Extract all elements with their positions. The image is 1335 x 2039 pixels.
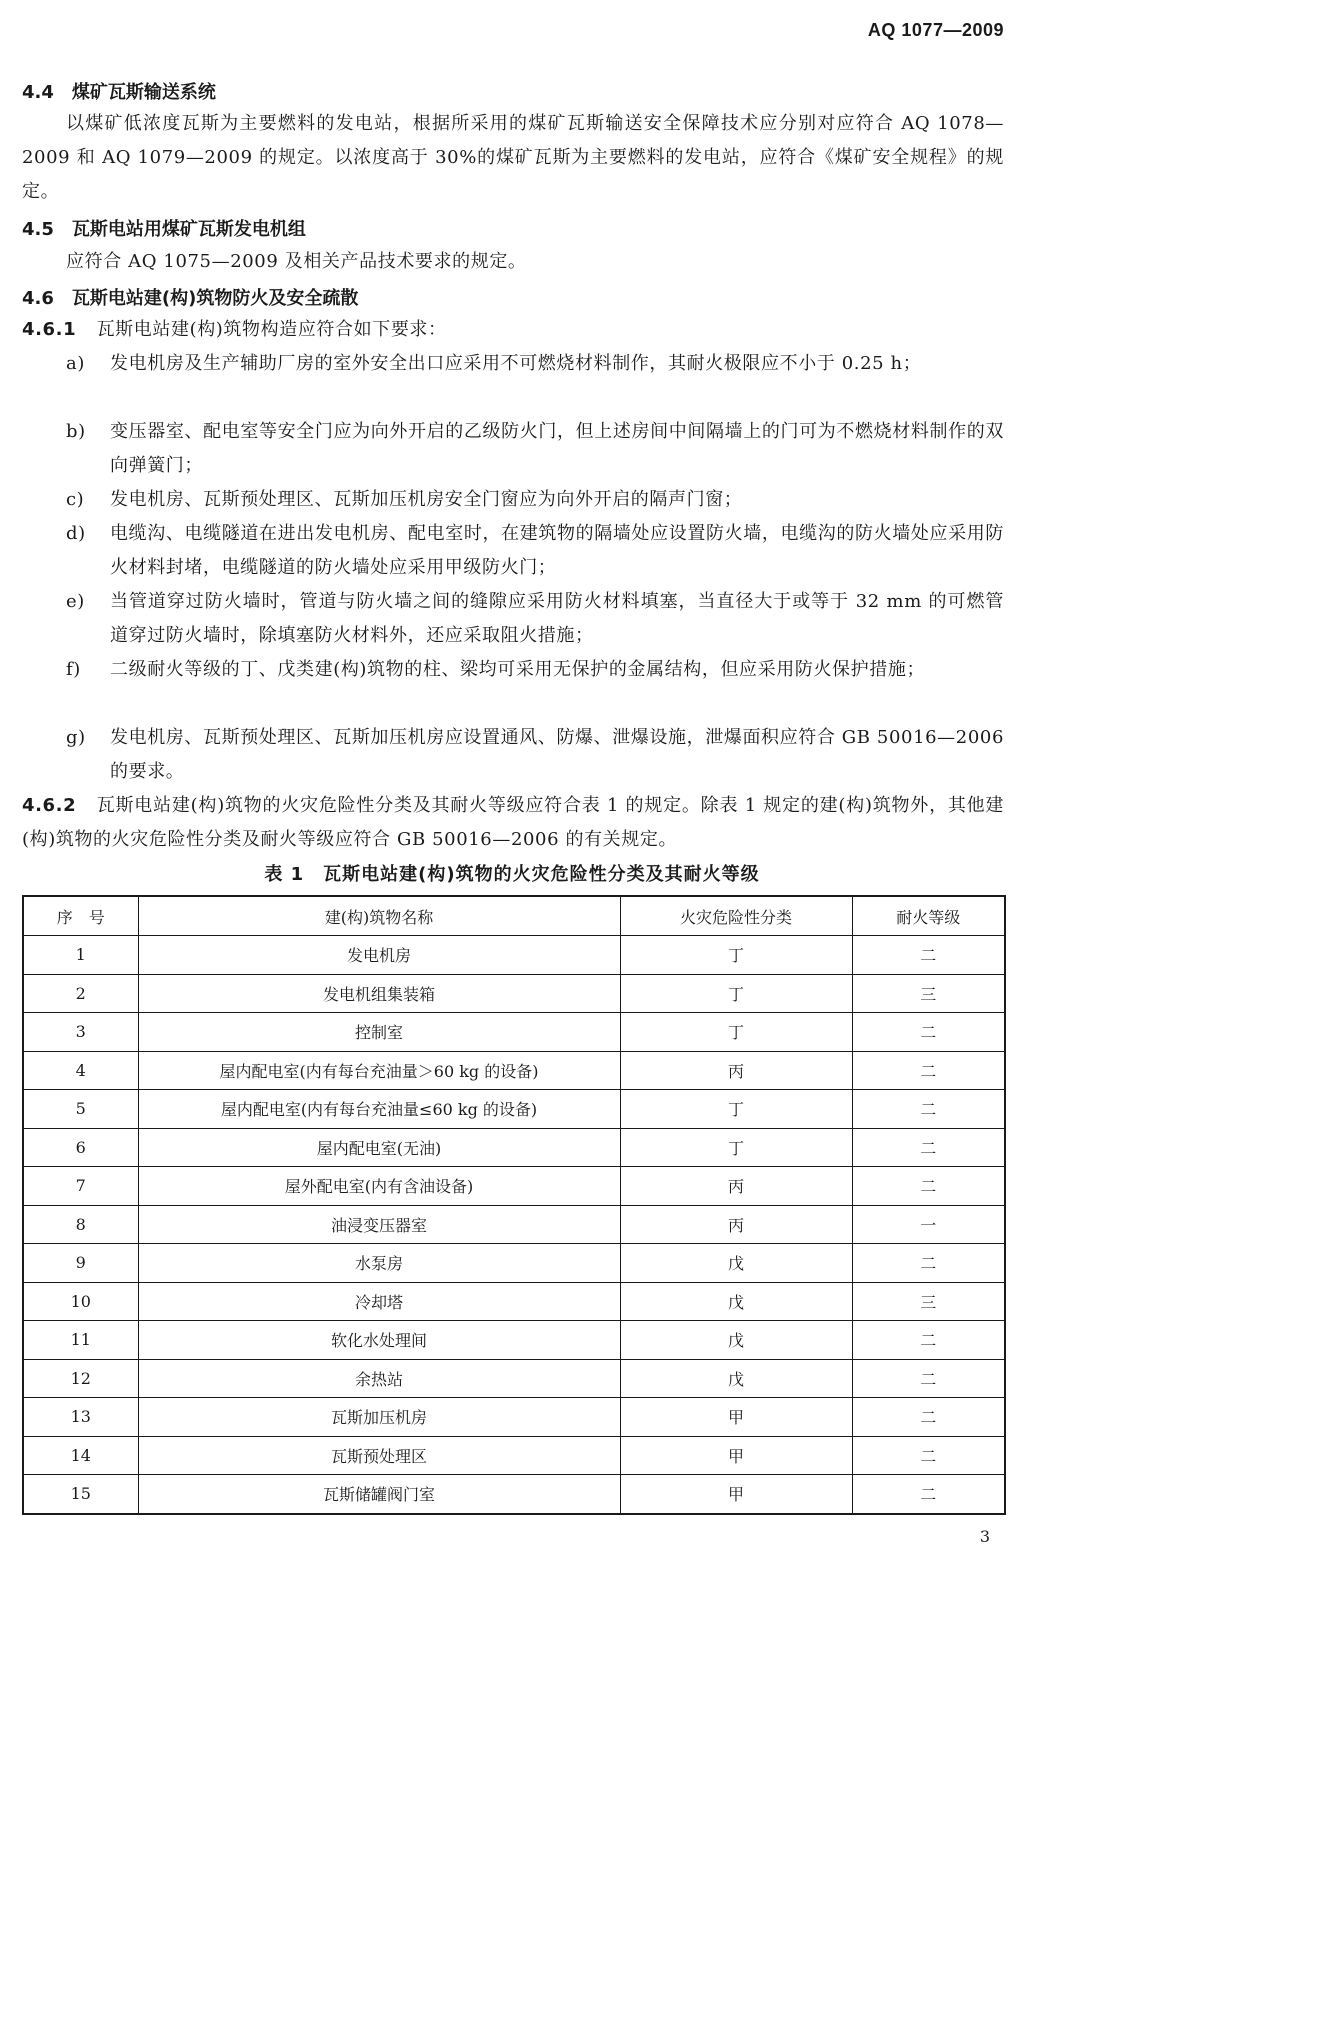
cell-name: 发电机组集装箱 — [138, 974, 620, 1013]
cell-index: 9 — [23, 1244, 138, 1283]
cell-fire-class: 戊 — [620, 1359, 852, 1398]
column-header-name: 建(构)筑物名称 — [138, 896, 620, 936]
column-header-fire-grade: 耐火等级 — [852, 896, 1005, 936]
table-row — [23, 1167, 1005, 1206]
cell-index: 5 — [23, 1090, 138, 1129]
cell-fire-grade: 二 — [852, 1128, 1005, 1167]
table-row — [23, 936, 1005, 975]
list-item-marker: e) — [66, 591, 85, 612]
cell-fire-grade: 二 — [852, 1244, 1005, 1283]
cell-name: 瓦斯加压机房 — [138, 1398, 620, 1437]
list-item — [66, 721, 1004, 789]
list-item — [66, 415, 1004, 483]
clause-4-6-1-text: 瓦斯电站建(构)筑物构造应符合如下要求： — [96, 319, 447, 340]
cell-name: 屋外配电室(内有含油设备) — [138, 1167, 620, 1206]
table-row — [23, 1244, 1005, 1283]
table-row — [23, 1282, 1005, 1321]
list-item-text: 当管道穿过防火墙时，管道与防火墙之间的缝隙应采用防火材料填塞，当直径大于或等于 32 mm 的可燃管道穿过防火墙时，除填塞防火材料外，还应采取阻火措施； — [110, 591, 1004, 646]
list-item — [66, 653, 1004, 687]
list-item-marker: c) — [66, 489, 85, 510]
cell-name: 屋内配电室(内有每台充油量≤60 kg 的设备) — [138, 1090, 620, 1129]
cell-fire-grade: 二 — [852, 1475, 1005, 1514]
column-header-index: 序 号 — [23, 896, 138, 936]
table-row — [23, 1205, 1005, 1244]
cell-fire-grade: 三 — [852, 1282, 1005, 1321]
cell-fire-class: 丁 — [620, 1013, 852, 1052]
cell-fire-class: 丙 — [620, 1167, 852, 1206]
table-row — [23, 1321, 1005, 1360]
column-header-fire-class: 火灾危险性分类 — [620, 896, 852, 936]
cell-fire-class: 丁 — [620, 1128, 852, 1167]
cell-fire-class: 戊 — [620, 1244, 852, 1283]
list-item — [66, 347, 1004, 381]
list-item-marker: f) — [66, 659, 81, 680]
cell-index: 4 — [23, 1051, 138, 1090]
cell-fire-grade: 二 — [852, 1013, 1005, 1052]
cell-fire-class: 丙 — [620, 1205, 852, 1244]
cell-fire-class: 戊 — [620, 1321, 852, 1360]
table-row — [23, 1090, 1005, 1129]
cell-fire-class: 戊 — [620, 1282, 852, 1321]
cell-name: 发电机房 — [138, 936, 620, 975]
cell-index: 10 — [23, 1282, 138, 1321]
clause-4-6-1-number: 4.6.1 — [22, 319, 77, 340]
cell-fire-grade: 二 — [852, 1051, 1005, 1090]
section-4-6-heading: 4.6 瓦斯电站建(构)筑物防火及安全疏散 — [22, 288, 359, 309]
cell-index: 3 — [23, 1013, 138, 1052]
clause-4-6-2-number: 4.6.2 — [22, 795, 77, 816]
clause-4-6-1 — [22, 313, 1004, 347]
cell-name: 油浸变压器室 — [138, 1205, 620, 1244]
cell-fire-grade: 二 — [852, 1167, 1005, 1206]
list-item-text: 电缆沟、电缆隧道在进出发电机房、配电室时，在建筑物的隔墙处应设置防火墙，电缆沟的防火墙处应采用防火材料封堵，电缆隧道的防火墙处应采用甲级防火门； — [110, 523, 1004, 578]
page-number: 3 — [979, 1527, 990, 1546]
cell-fire-class: 甲 — [620, 1436, 852, 1475]
cell-fire-grade: 一 — [852, 1205, 1005, 1244]
cell-index: 12 — [23, 1359, 138, 1398]
cell-name: 屋内配电室(无油) — [138, 1128, 620, 1167]
table-row — [23, 1398, 1005, 1437]
cell-fire-grade: 二 — [852, 1321, 1005, 1360]
table-row — [23, 1051, 1005, 1090]
cell-index: 6 — [23, 1128, 138, 1167]
list-item-text: 发电机房、瓦斯预处理区、瓦斯加压机房应设置通风、防爆、泄爆设施，泄爆面积应符合 GB 50016—2006 的要求。 — [110, 727, 1004, 782]
cell-fire-grade: 三 — [852, 974, 1005, 1013]
list-item-text: 二级耐火等级的丁、戊类建(构)筑物的柱、梁均可采用无保护的金属结构，但应采用防火保护措施； — [110, 659, 926, 680]
fire-rating-table — [22, 895, 1006, 1515]
table-row — [23, 1436, 1005, 1475]
cell-index: 1 — [23, 936, 138, 975]
cell-fire-grade: 二 — [852, 1090, 1005, 1129]
table-row — [23, 1475, 1005, 1514]
list-item-marker: g) — [66, 727, 86, 748]
cell-name: 水泵房 — [138, 1244, 620, 1283]
section-4-4-paragraph: 以煤矿低浓度瓦斯为主要燃料的发电站，根据所采用的煤矿瓦斯输送安全保障技术应分别对应符合 AQ 1078—2009 和 AQ 1079—2009 的规定。以浓度高于 30%的煤矿瓦斯为主要燃料的发电站，应符合《煤矿安全规程》的规定。 — [22, 113, 1004, 202]
clause-4-6-2 — [22, 789, 1004, 857]
cell-fire-class: 丙 — [620, 1051, 852, 1090]
table-row — [23, 974, 1005, 1013]
list-item-marker: b) — [66, 421, 86, 442]
document-code-header: AQ 1077—2009 — [867, 20, 1004, 40]
section-4-5-paragraph: 应符合 AQ 1075—2009 及相关产品技术要求的规定。 — [66, 251, 527, 272]
cell-name: 冷却塔 — [138, 1282, 620, 1321]
cell-fire-class: 丁 — [620, 936, 852, 975]
cell-fire-class: 丁 — [620, 974, 852, 1013]
table-row — [23, 1359, 1005, 1398]
list-item-marker: d) — [66, 523, 86, 544]
cell-name: 控制室 — [138, 1013, 620, 1052]
section-4-4-heading: 4.4 煤矿瓦斯输送系统 — [22, 82, 216, 103]
clause-4-6-2-text: 瓦斯电站建(构)筑物的火灾危险性分类及其耐火等级应符合表 1 的规定。除表 1 规定的建(构)筑物外，其他建(构)筑物的火灾危险性分类及耐火等级应符合 GB 50016—2006 的有关规定。 — [22, 795, 1004, 850]
cell-index: 15 — [23, 1475, 138, 1514]
list-item-text: 变压器室、配电室等安全门应为向外开启的乙级防火门，但上述房间中间隔墙上的门可为不燃烧材料制作的双向弹簧门； — [110, 421, 1004, 476]
cell-name: 软化水处理间 — [138, 1321, 620, 1360]
cell-index: 2 — [23, 974, 138, 1013]
cell-name: 屋内配电室(内有每台充油量＞60 kg 的设备) — [138, 1051, 620, 1090]
cell-index: 8 — [23, 1205, 138, 1244]
cell-name: 余热站 — [138, 1359, 620, 1398]
list-item — [66, 517, 1004, 585]
cell-index: 7 — [23, 1167, 138, 1206]
cell-fire-class: 丁 — [620, 1090, 852, 1129]
table-caption: 表 1 瓦斯电站建(构)筑物的火灾危险性分类及其耐火等级 — [264, 864, 760, 885]
cell-index: 14 — [23, 1436, 138, 1475]
cell-name: 瓦斯储罐阀门室 — [138, 1475, 620, 1514]
cell-index: 11 — [23, 1321, 138, 1360]
table-header-row — [23, 896, 1005, 936]
section-4-5-heading: 4.5 瓦斯电站用煤矿瓦斯发电机组 — [22, 219, 306, 240]
cell-fire-class: 甲 — [620, 1398, 852, 1437]
cell-fire-grade: 二 — [852, 1359, 1005, 1398]
list-item-text: 发电机房及生产辅助厂房的室外安全出口应采用不可燃烧材料制作，其耐火极限应不小于 0.25 h； — [110, 353, 922, 374]
cell-name: 瓦斯预处理区 — [138, 1436, 620, 1475]
list-item — [66, 483, 1004, 517]
cell-fire-class: 甲 — [620, 1475, 852, 1514]
cell-fire-grade: 二 — [852, 1436, 1005, 1475]
table-row — [23, 1013, 1005, 1052]
list-item-marker: a) — [66, 353, 85, 374]
cell-fire-grade: 二 — [852, 1398, 1005, 1437]
cell-index: 13 — [23, 1398, 138, 1437]
cell-fire-grade: 二 — [852, 936, 1005, 975]
list-item-text: 发电机房、瓦斯预处理区、瓦斯加压机房安全门窗应为向外开启的隔声门窗； — [110, 489, 743, 510]
list-item — [66, 585, 1004, 653]
table-row — [23, 1128, 1005, 1167]
